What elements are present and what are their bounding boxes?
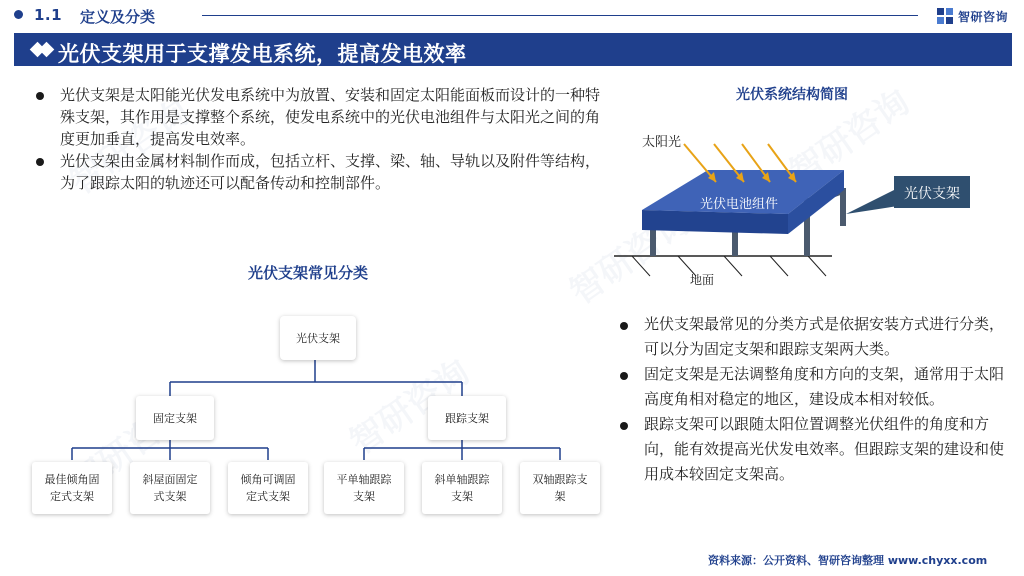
tree-title: 光伏支架常见分类	[248, 264, 369, 282]
ground-label: 地面	[690, 273, 715, 287]
solar-panel-front	[642, 210, 788, 234]
title-bar	[14, 33, 1012, 66]
bullet-dot-icon	[36, 158, 44, 166]
intro-bullets	[36, 84, 606, 194]
tree-leaf: 倾角可调固 定式支架	[228, 462, 308, 514]
callout-pointer	[846, 188, 898, 214]
tree-node-fixed	[136, 396, 214, 440]
ground-hatch	[632, 256, 826, 276]
bullet-text: 光伏支架最常见的分类方式是依据安装方式进行分类，可以分为固定支架和跟踪支架两大类。	[644, 315, 1005, 358]
diamond-icon	[39, 42, 55, 58]
list-item	[620, 412, 1004, 487]
tree-node-label: 跟踪支架	[445, 411, 489, 425]
header-divider	[202, 15, 918, 16]
tree-node-box	[280, 316, 356, 360]
classification-bullets	[620, 312, 1004, 487]
bullet-dot-icon	[36, 92, 44, 100]
tree-leaf: 最佳倾角固 定式支架	[32, 462, 112, 514]
tree-node-label: 光伏支架	[296, 331, 340, 345]
bracket-label: 光伏支架	[904, 186, 960, 202]
brand-name: 智研咨询	[958, 9, 1009, 24]
list-item	[36, 150, 606, 194]
bullet-dot-icon	[620, 322, 628, 330]
brand-logo-icon	[936, 7, 954, 25]
page-title: 光伏支架用于支撑发电系统，提高发电效率	[58, 42, 467, 66]
list-item	[620, 312, 1004, 362]
tree-leaf: 平单轴跟踪 支架	[324, 462, 404, 514]
tree-node-box	[136, 396, 214, 440]
section-bullet-icon	[14, 10, 23, 19]
tree-leaf: 双轴跟踪支 架	[520, 462, 600, 514]
tree-node-label: 固定支架	[153, 411, 197, 425]
list-item	[36, 84, 606, 150]
bullet-text: 光伏支架由金属材料制作而成，包括立杆、支撑、梁、轴、导轨以及附件等结构，为了跟踪太阳的轨迹还可以配备传动和控制部件。	[60, 152, 601, 192]
brand	[936, 6, 1008, 26]
sun-label: 太阳光	[642, 135, 682, 150]
pv-system-diagram	[612, 110, 1002, 290]
bullet-text: 跟踪支架可以跟随太阳位置调整光伏组件的角度和方向，能有效提高光伏发电效率。但跟踪支架的建设和使用成本较固定支架高。	[644, 415, 1005, 483]
section-title: 定义及分类	[80, 8, 156, 26]
tree-node-tracking	[428, 396, 506, 440]
source-footer: 资料来源：公开资料、智研咨询整理 www.chyxx.com	[708, 554, 988, 567]
bullet-dot-icon	[620, 372, 628, 380]
list-item	[620, 362, 1004, 412]
tree-leaf: 斜屋面固定 式支架	[130, 462, 210, 514]
tree-node-box	[428, 396, 506, 440]
bullet-text: 光伏支架是太阳能光伏发电系统中为放置、安装和固定太阳能面板而设计的一种特殊支架，其作用是支撑整个系统，使发电系统中的光伏电池组件与太阳光之间的角度更加垂直，提高发电效率。	[60, 86, 601, 148]
diagram-title: 光伏系统结构简图	[736, 87, 848, 103]
tree-leaf: 斜单轴跟踪 支架	[422, 462, 502, 514]
section-header	[0, 0, 1024, 30]
section-number: 1.1	[34, 6, 63, 24]
bullet-dot-icon	[620, 422, 628, 430]
tree-node-root	[280, 316, 356, 360]
panel-label: 光伏电池组件	[700, 197, 779, 212]
bullet-text: 固定支架是无法调整角度和方向的支架，通常用于太阳高度角相对稳定的地区，建设成本相对较低。	[644, 365, 1005, 408]
